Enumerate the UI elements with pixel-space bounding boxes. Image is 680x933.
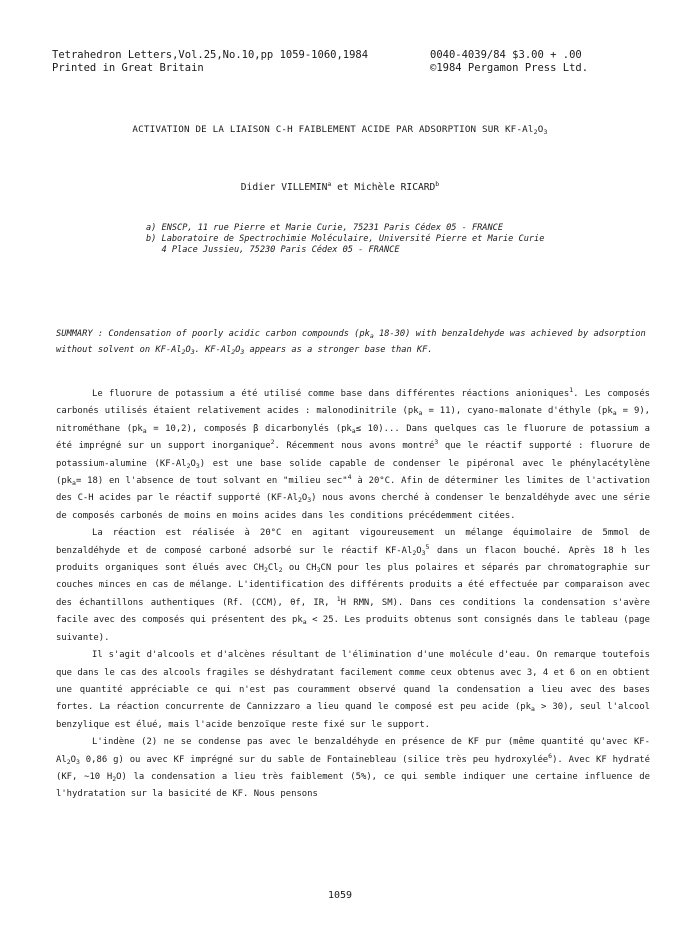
paragraph-3: Il s'agit d'alcools et d'alcènes résultant de l'élimination d'une molécule d'eau. On remarque toutefois que dans le cas des alcools fragiles se déshydratant facilement comme ceux obtenus avec 3, 4 et 6 on en obtient une quantité appréciable ce qui n'est pas couramment observé quand la condensation a lieu avec des bases fortes. La réaction concurrente de Cannizzaro a lieu quand le composé est peu acide $(pk_a > 30)$, seul l'alcool benzylique est élué, mais l'acide benzoïque reste fixé sur le support. [56,650,651,730]
article-body [56,386,650,804]
affiliation-a: a) ENSCP, 11 rue Pierre et Marie Curie, 75231 Paris Cédex 05 - FRANCE [146,223,503,233]
authors: Didier VILLEMIN$^a$ et Michèle RICARD$^b$ [240,180,440,193]
issn-price: 0040-4039/84 $3.00 + .00 [430,49,582,61]
paragraph-2: La réaction est réalisée à 20°C en agitant vigoureusement un mélange équimolaire de 5mmol de benzaldéhyde et de composé carboné adsorbé sur le réactif $KF-Al_2O_3^5$ dans un flacon bouché. Après 18 h les produits organiques sont élués avec $CH_2Cl_2$ ou $CH_3CN$ pour les plus polaires et séparés par chromatographie sur couches minces en cas de mélange. L'identification des différents produits a été effectuée par comparaison avec des échantillons authentiques (Rf. (CCM), θf, IR, $^1$H RMN, SM). Dans ces conditions la condensation s'avère facile avec des composés qui présentent des $pk_a < 25$. Les produits obtenus sont consignés dans le tableau (page suivante). [56,528,651,643]
journal-header-left [52,49,368,75]
journal-citation: Tetrahedron Letters,Vol.25,No.10,pp 1059-1060,1984 [52,49,369,61]
author-ricard: et Michèle RICARD [331,182,436,193]
paragraph-4: L'indène (2) ne se condense pas avec le benzaldéhyde en présence de KF pur (même quantité qu'avec $KF-Al_2O_3$ 0,86 g) ou avec KF imprégné sur du sable de Fontainebleau (silice très peu hydroxylée$^6$). Avec KF hydraté (KF, ∼10 $H_2O$) la condensation a lieu très faiblement (5%), ce qui semble indiquer une certaine influence de l'hydratation sur la basicité de KF. Nous pensons [56,737,650,800]
printed-in: Printed in Great Britain [52,62,204,74]
affiliations [146,223,544,256]
paragraph-1: Le fluorure de potassium a été utilisé comme base dans différentes réactions anioniques$^1$. Les composés carbonés utilisés étaient relativement acides : malonodinitrile $(pk_a = 11)$, cyano-malonate d'éthyle $(pk_a = 9)$, nitrométhane $(pk_a = 10,2)$, composés β dicarbonylés $(pk_a\le 10)$... Dans quelques cas le fluorure de potassium a été imprégné sur un support inorganique$^2$. Récemment nous avons montré$^3$ que le réactif supporté : fluorure de potassium-alumine $(KF-Al_2O_3)$ est une base solide capable de condenser le pipéronal avec le phénylacétylène $(pk_a= 18)$ en l'absence de tout solvant en "milieu sec"$^4$ à 20°C. Afin de déterminer les limites de l'activation des C-H acides par le réactif supporté $(KF-Al_2O_3)$ nous avons cherché à condenser le benzaldéhyde avec une série de composés carbonés de moins en moins acides dans les conditions précédemment citées. [56,386,651,521]
summary-label: SUMMARY [56,329,93,339]
page-number: 1059 [327,890,353,901]
copyright: ©1984 Pergamon Press Ltd. [430,62,589,74]
journal-header-right [430,49,588,75]
affiliation-b-address: 4 Place Jussieu, 75230 Paris Cédex 05 - FRANCE [146,245,400,255]
summary: SUMMARY : Condensation of poorly acidic carbon compounds ($pk_a$ 18-30) with benzaldehyde was achieved by adsorption without solvent on $KF-Al_2O_3$. $KF-Al_2O_3$ appears as a stronger base than KF. [56,329,646,356]
author-villemin: Didier VILLEMIN [240,182,328,193]
affiliation-b: b) Laboratoire de Spectrochimie Moléculaire, Université Pierre et Marie Curie [146,234,545,244]
article-title: ACTIVATION DE LA LIAISON C-H FAIBLEMENT ACIDE PAR ADSORPTION SUR $KF-Al_2O_3$ [132,124,548,136]
